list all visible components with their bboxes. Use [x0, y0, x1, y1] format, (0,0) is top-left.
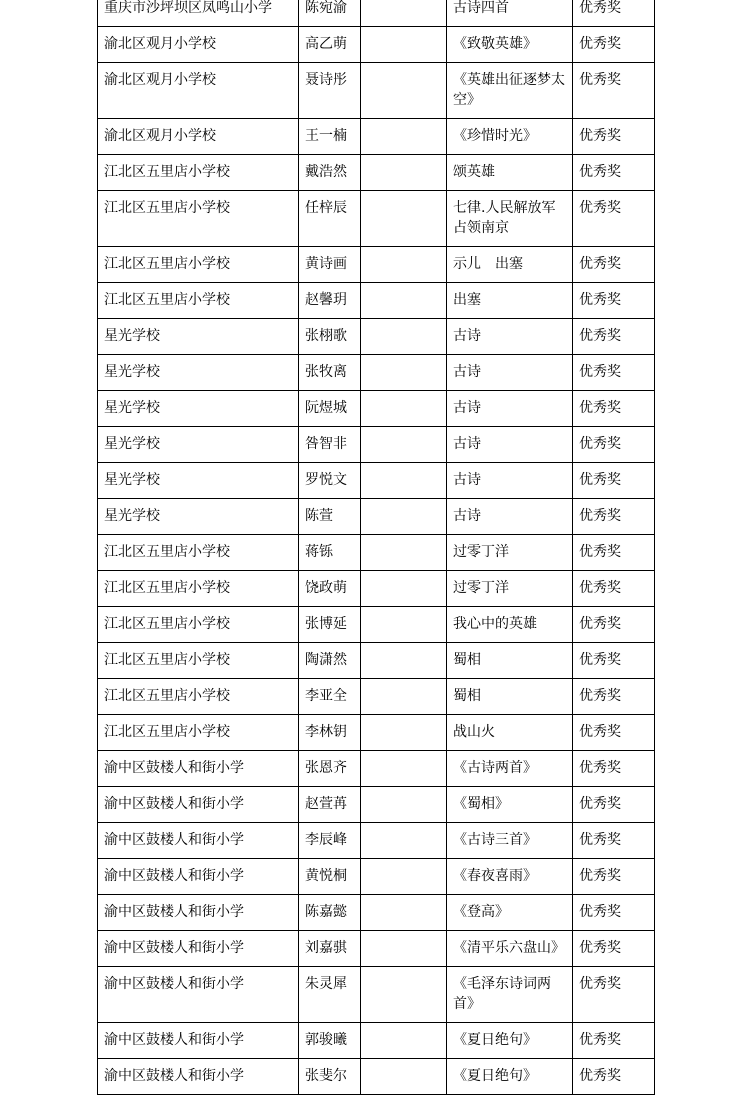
cell-award: 优秀奖: [573, 679, 655, 715]
cell-blank: [361, 391, 447, 427]
cell-student: 聂诗彤: [299, 63, 361, 119]
cell-student: 赵萱苒: [299, 787, 361, 823]
cell-student: 张栩歌: [299, 319, 361, 355]
cell-award: 优秀奖: [573, 967, 655, 1023]
cell-blank: [361, 191, 447, 247]
cell-blank: [361, 119, 447, 155]
cell-work: 《英雄出征逐梦太空》: [447, 63, 573, 119]
cell-student: 阮煜城: [299, 391, 361, 427]
cell-student: 陶潇然: [299, 643, 361, 679]
cell-blank: [361, 63, 447, 119]
cell-blank: [361, 931, 447, 967]
table-row: [98, 715, 655, 751]
cell-school: 渝北区观月小学校: [98, 119, 299, 155]
cell-school: 江北区五里店小学校: [98, 643, 299, 679]
cell-work: 古诗四首: [447, 0, 573, 27]
cell-school: 渝中区鼓楼人和街小学: [98, 931, 299, 967]
cell-student: 李亚全: [299, 679, 361, 715]
cell-award: 优秀奖: [573, 1059, 655, 1095]
cell-school: 江北区五里店小学校: [98, 715, 299, 751]
cell-work: 《古诗两首》: [447, 751, 573, 787]
cell-work: 《致敬英雄》: [447, 27, 573, 63]
cell-school: 星光学校: [98, 355, 299, 391]
cell-blank: [361, 1023, 447, 1059]
cell-student: 郭骏曦: [299, 1023, 361, 1059]
cell-student: 戴浩然: [299, 155, 361, 191]
cell-blank: [361, 715, 447, 751]
cell-school: 渝中区鼓楼人和街小学: [98, 823, 299, 859]
table-row: [98, 823, 655, 859]
cell-work: 《清平乐六盘山》: [447, 931, 573, 967]
cell-work: 古诗: [447, 427, 573, 463]
table-row: [98, 607, 655, 643]
cell-school: 江北区五里店小学校: [98, 679, 299, 715]
cell-student: 张斐尔: [299, 1059, 361, 1095]
awards-table: [97, 0, 655, 1095]
cell-blank: [361, 155, 447, 191]
cell-award: 优秀奖: [573, 283, 655, 319]
cell-school: 渝中区鼓楼人和街小学: [98, 895, 299, 931]
cell-award: 优秀奖: [573, 463, 655, 499]
cell-blank: [361, 0, 447, 27]
cell-award: 优秀奖: [573, 571, 655, 607]
table-row: [98, 643, 655, 679]
table-row: [98, 571, 655, 607]
cell-student: 黄诗画: [299, 247, 361, 283]
cell-school: 江北区五里店小学校: [98, 283, 299, 319]
cell-award: 优秀奖: [573, 787, 655, 823]
table-row: [98, 1059, 655, 1095]
cell-student: 罗悦文: [299, 463, 361, 499]
table-row: [98, 283, 655, 319]
cell-student: 任梓辰: [299, 191, 361, 247]
cell-school: 重庆市沙坪坝区凤鸣山小学: [98, 0, 299, 27]
cell-work: 过零丁洋: [447, 571, 573, 607]
cell-student: 陈萱: [299, 499, 361, 535]
cell-student: 陈嘉懿: [299, 895, 361, 931]
cell-work: 古诗: [447, 499, 573, 535]
cell-award: 优秀奖: [573, 643, 655, 679]
cell-blank: [361, 679, 447, 715]
table-row: [98, 119, 655, 155]
cell-school: 渝中区鼓楼人和街小学: [98, 751, 299, 787]
cell-blank: [361, 247, 447, 283]
cell-blank: [361, 643, 447, 679]
cell-work: 我心中的英雄: [447, 607, 573, 643]
cell-award: 优秀奖: [573, 355, 655, 391]
cell-student: 刘嘉骐: [299, 931, 361, 967]
cell-work: 出塞: [447, 283, 573, 319]
cell-student: 高乙萌: [299, 27, 361, 63]
table-row: [98, 751, 655, 787]
cell-blank: [361, 787, 447, 823]
cell-work: 《夏日绝句》: [447, 1059, 573, 1095]
cell-award: 优秀奖: [573, 319, 655, 355]
cell-award: 优秀奖: [573, 931, 655, 967]
cell-student: 黄悦桐: [299, 859, 361, 895]
cell-work: 过零丁洋: [447, 535, 573, 571]
cell-student: 张牧离: [299, 355, 361, 391]
cell-award: 优秀奖: [573, 427, 655, 463]
cell-award: 优秀奖: [573, 535, 655, 571]
cell-school: 渝中区鼓楼人和街小学: [98, 1059, 299, 1095]
cell-work: 《蜀相》: [447, 787, 573, 823]
cell-award: 优秀奖: [573, 119, 655, 155]
cell-work: 颂英雄: [447, 155, 573, 191]
cell-work: 蜀相: [447, 679, 573, 715]
table-row: [98, 355, 655, 391]
cell-award: 优秀奖: [573, 247, 655, 283]
table-row: [98, 535, 655, 571]
cell-school: 渝北区观月小学校: [98, 63, 299, 119]
cell-school: 江北区五里店小学校: [98, 247, 299, 283]
cell-award: 优秀奖: [573, 0, 655, 27]
table-row: [98, 931, 655, 967]
cell-school: 星光学校: [98, 427, 299, 463]
cell-award: 优秀奖: [573, 895, 655, 931]
table-row: [98, 895, 655, 931]
cell-blank: [361, 355, 447, 391]
cell-award: 优秀奖: [573, 1023, 655, 1059]
cell-award: 优秀奖: [573, 191, 655, 247]
cell-blank: [361, 571, 447, 607]
cell-student: 李辰峰: [299, 823, 361, 859]
cell-award: 优秀奖: [573, 823, 655, 859]
cell-blank: [361, 427, 447, 463]
cell-school: 星光学校: [98, 319, 299, 355]
cell-work: 古诗: [447, 355, 573, 391]
cell-school: 江北区五里店小学校: [98, 191, 299, 247]
cell-award: 优秀奖: [573, 859, 655, 895]
table-row: [98, 463, 655, 499]
cell-award: 优秀奖: [573, 607, 655, 643]
cell-school: 江北区五里店小学校: [98, 535, 299, 571]
cell-award: 优秀奖: [573, 499, 655, 535]
cell-work: 《珍惜时光》: [447, 119, 573, 155]
cell-award: 优秀奖: [573, 751, 655, 787]
cell-work: 《夏日绝句》: [447, 1023, 573, 1059]
cell-work: 蜀相: [447, 643, 573, 679]
cell-blank: [361, 823, 447, 859]
cell-school: 江北区五里店小学校: [98, 155, 299, 191]
cell-award: 优秀奖: [573, 715, 655, 751]
cell-work: 七律.人民解放军占领南京: [447, 191, 573, 247]
cell-blank: [361, 535, 447, 571]
cell-school: 渝中区鼓楼人和街小学: [98, 787, 299, 823]
cell-work: 《登高》: [447, 895, 573, 931]
cell-blank: [361, 463, 447, 499]
table-row: [98, 859, 655, 895]
cell-blank: [361, 967, 447, 1023]
cell-work: 《毛泽东诗词两首》: [447, 967, 573, 1023]
cell-student: 赵馨玥: [299, 283, 361, 319]
cell-blank: [361, 607, 447, 643]
cell-blank: [361, 751, 447, 787]
cell-student: 饶政萌: [299, 571, 361, 607]
cell-blank: [361, 895, 447, 931]
cell-student: 张博延: [299, 607, 361, 643]
cell-work: 《春夜喜雨》: [447, 859, 573, 895]
cell-school: 星光学校: [98, 499, 299, 535]
cell-award: 优秀奖: [573, 155, 655, 191]
cell-school: 江北区五里店小学校: [98, 571, 299, 607]
table-row: [98, 155, 655, 191]
table-row: [98, 499, 655, 535]
cell-student: 张恩齐: [299, 751, 361, 787]
cell-blank: [361, 27, 447, 63]
cell-work: 古诗: [447, 391, 573, 427]
cell-student: 李林钥: [299, 715, 361, 751]
cell-student: 陈宛渝: [299, 0, 361, 27]
cell-work: 示儿 出塞: [447, 247, 573, 283]
table-row: [98, 27, 655, 63]
table-row: [98, 191, 655, 247]
cell-student: 朱灵犀: [299, 967, 361, 1023]
table-row: [98, 1023, 655, 1059]
cell-award: 优秀奖: [573, 27, 655, 63]
table-row: [98, 967, 655, 1023]
table-row: [98, 427, 655, 463]
cell-school: 渝中区鼓楼人和街小学: [98, 1023, 299, 1059]
table-row: [98, 679, 655, 715]
cell-work: 战山火: [447, 715, 573, 751]
cell-student: 王一楠: [299, 119, 361, 155]
table-row: [98, 247, 655, 283]
cell-blank: [361, 859, 447, 895]
cell-blank: [361, 319, 447, 355]
cell-school: 渝北区观月小学校: [98, 27, 299, 63]
awards-table-body: [98, 0, 655, 1095]
table-row: [98, 63, 655, 119]
cell-student: 咎智非: [299, 427, 361, 463]
cell-blank: [361, 283, 447, 319]
cell-blank: [361, 499, 447, 535]
cell-award: 优秀奖: [573, 391, 655, 427]
table-row: [98, 0, 655, 27]
cell-student: 蒋铄: [299, 535, 361, 571]
cell-work: 《古诗三首》: [447, 823, 573, 859]
cell-award: 优秀奖: [573, 63, 655, 119]
cell-school: 渝中区鼓楼人和街小学: [98, 859, 299, 895]
cell-work: 古诗: [447, 463, 573, 499]
cell-blank: [361, 1059, 447, 1095]
table-row: [98, 787, 655, 823]
cell-school: 星光学校: [98, 463, 299, 499]
cell-work: 古诗: [447, 319, 573, 355]
table-row: [98, 391, 655, 427]
table-row: [98, 319, 655, 355]
cell-school: 星光学校: [98, 391, 299, 427]
cell-school: 江北区五里店小学校: [98, 607, 299, 643]
cell-school: 渝中区鼓楼人和街小学: [98, 967, 299, 1023]
